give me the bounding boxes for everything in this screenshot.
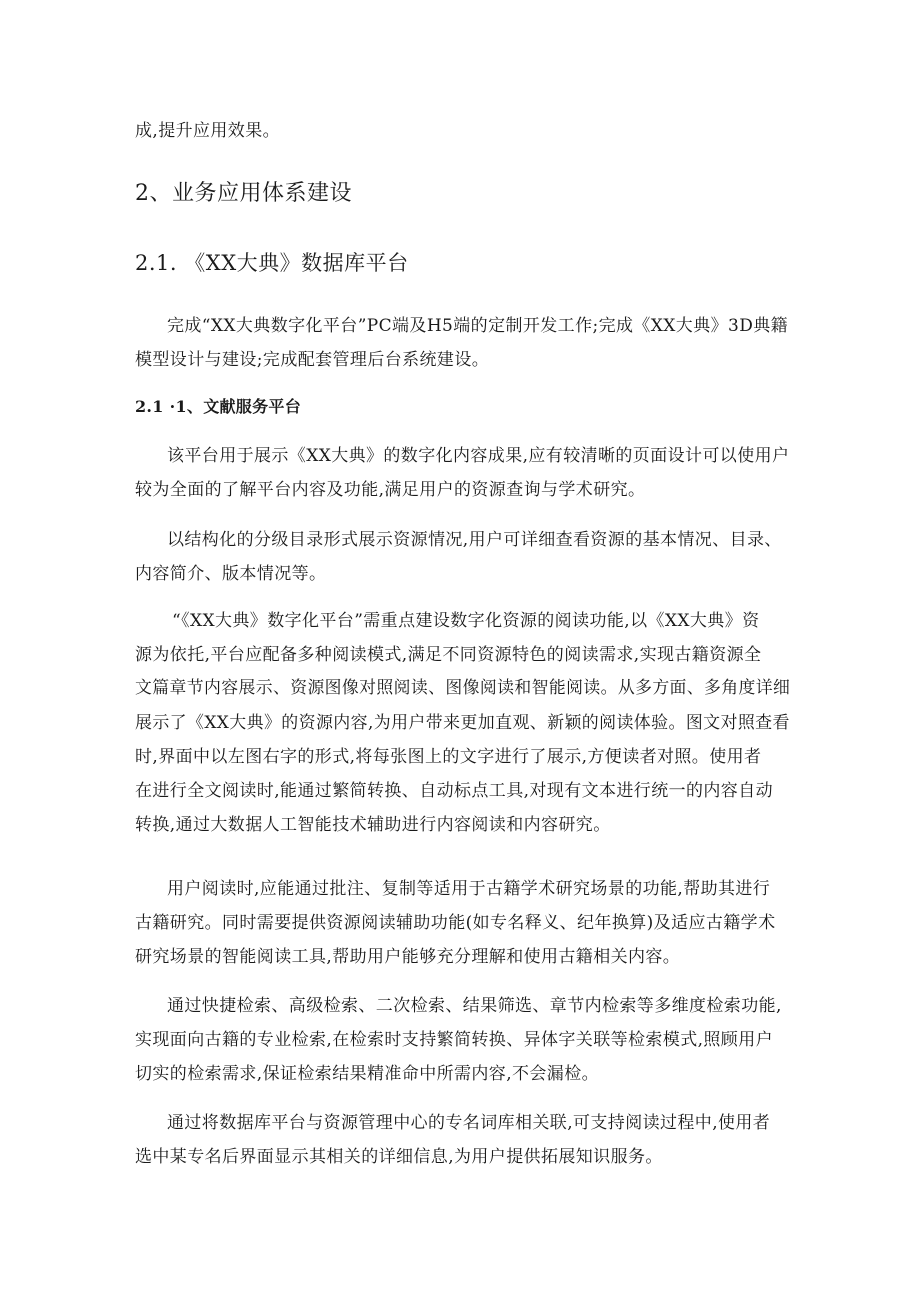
subsection-paragraph-line: 模型设计与建设;完成配套管理后台系统建设。 [135,350,490,370]
paragraph-line: “《XX大典》数字化平台”需重点建设数字化资源的阅读功能,以《XX大典》资 [172,611,760,631]
subsection-heading: 2.1. 《XX大典》数据库平台 [135,251,409,275]
subsubsection-heading: 2.1 ·1、文献服务平台 [135,397,302,416]
paragraph-line: 转换,通过大数据人工智能技术辅助进行内容阅读和内容研究。 [135,815,611,835]
paragraph-line: 文篇章节内容展示、资源图像对照阅读、图像阅读和智能阅读。从多方面、多角度详细 [135,677,791,697]
paragraph-line: 较为全面的了解平台内容及功能,满足用户的资源查询与学术研究。 [135,480,646,500]
paragraph-line: 展示了《XX大典》的资源内容,为用户带来更加直观、新颖的阅读体验。图文对照查看 [135,712,790,732]
intro-fragment: 成,提升应用效果。 [135,121,281,141]
subsection-paragraph-line: 完成“XX大典数字化平台”PC端及H5端的定制开发工作;完成《XX大典》3D典籍 [167,316,789,336]
paragraph-line: 切实的检索需求,保证检索结果精准命中所需内容,不会漏检。 [135,1064,600,1084]
paragraph-line: 研究场景的智能阅读工具,帮助用户能够充分理解和使用古籍相关内容。 [135,947,681,967]
paragraph-line: 时,界面中以左图右字的形式,将每张图上的文字进行了展示,方便读者对照。使用者 [135,747,762,767]
paragraph-line: 该平台用于展示《XX大典》的数字化内容成果,应有较清晰的页面设计可以使用户 [167,446,790,466]
paragraph-line: 在进行全文阅读时,能通过繁简转换、自动标点工具,对现有文本进行统一的内容自动 [135,781,774,801]
paragraph-line: 古籍研究。同时需要提供资源阅读辅助功能(如专名释义、纪年换算)及适应古籍学术 [135,913,776,933]
paragraph-line: 以结构化的分级目录形式展示资源情况,用户可详细查看资源的基本情况、目录、 [167,530,782,550]
section-heading: 2、业务应用体系建设 [135,181,352,206]
paragraph-line: 通过将数据库平台与资源管理中心的专名词库相关联,可支持阅读过程中,使用者 [167,1113,771,1133]
paragraph-line: 通过快捷检索、高级检索、二次检索、结果筛选、章节内检索等多维度检索功能, [167,996,782,1016]
paragraph-line: 内容简介、版本情况等。 [135,564,327,584]
paragraph-line: 实现面向古籍的专业检索,在检索时支持繁简转换、异体字关联等检索模式,照顾用户 [135,1030,774,1050]
paragraph-line: 用户阅读时,应能通过批注、复制等适用于古籍学术研究场景的功能,帮助其进行 [167,879,771,899]
paragraph-line: 选中某专名后界面显示其相关的详细信息,为用户提供拓展知识服务。 [135,1147,663,1167]
paragraph-line: 源为依托,平台应配备多种阅读模式,满足不同资源特色的阅读需求,实现古籍资源全 [135,645,762,665]
